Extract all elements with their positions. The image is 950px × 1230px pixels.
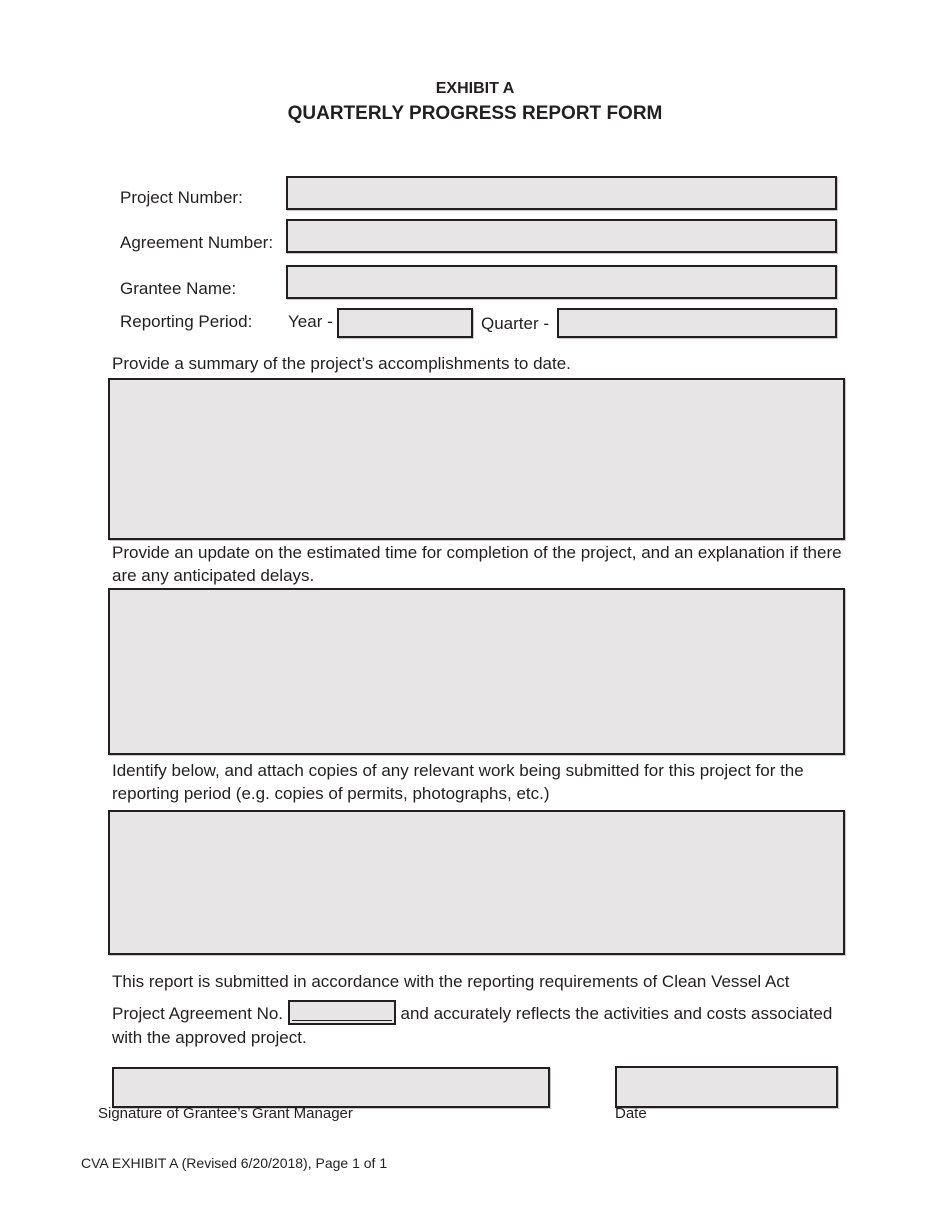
project-number-label: Project Number: <box>120 188 243 207</box>
completion-prompt: Provide an update on the estimated time for completion of the project, and an explanation if there are any anticipated delays. <box>112 543 842 585</box>
attachments-prompt: Identify below, and attach copies of any relevant work being submitted for this project for the reporting period (e.g. copies of permits, photographs, etc.) <box>112 761 804 803</box>
date-field[interactable] <box>615 1066 838 1108</box>
certification-line-3: with the approved project. <box>112 1028 307 1047</box>
agreement-no-field[interactable] <box>288 1000 396 1025</box>
certification-line-2 <box>112 1000 852 1025</box>
attachments-textarea[interactable] <box>108 810 845 955</box>
certification-line-1: This report is submitted in accordance with the reporting requirements of Clean Vessel Act <box>112 972 790 991</box>
summary-prompt: Provide a summary of the project’s accomplishments to date. <box>112 354 571 373</box>
grantee-name-field[interactable] <box>286 265 837 299</box>
completion-textarea[interactable] <box>108 588 845 755</box>
certification-agreement-suffix: and accurately reflects the activities and costs associated <box>400 1004 833 1023</box>
grantee-name-label: Grantee Name: <box>120 279 237 298</box>
exhibit-label: EXHIBIT A <box>435 80 515 97</box>
form-title: QUARTERLY PROGRESS REPORT FORM <box>287 103 663 124</box>
reporting-period-label: Reporting Period: <box>120 312 253 331</box>
quarter-field[interactable] <box>557 308 837 338</box>
year-label: Year - <box>288 312 333 331</box>
quarter-label: Quarter - <box>481 314 550 333</box>
project-number-field[interactable] <box>286 176 837 210</box>
year-field[interactable] <box>337 308 473 338</box>
agreement-number-label: Agreement Number: <box>120 233 274 252</box>
agreement-number-field[interactable] <box>286 219 837 253</box>
footer-text: CVA EXHIBIT A (Revised 6/20/2018), Page 1 of 1 <box>81 1155 388 1171</box>
summary-textarea[interactable] <box>108 378 845 540</box>
certification-agreement-prefix: Project Agreement No. <box>112 1004 284 1023</box>
date-label: Date <box>615 1105 647 1122</box>
signature-label: Signature of Grantee’s Grant Manager <box>98 1105 353 1122</box>
signature-field[interactable] <box>112 1067 550 1108</box>
